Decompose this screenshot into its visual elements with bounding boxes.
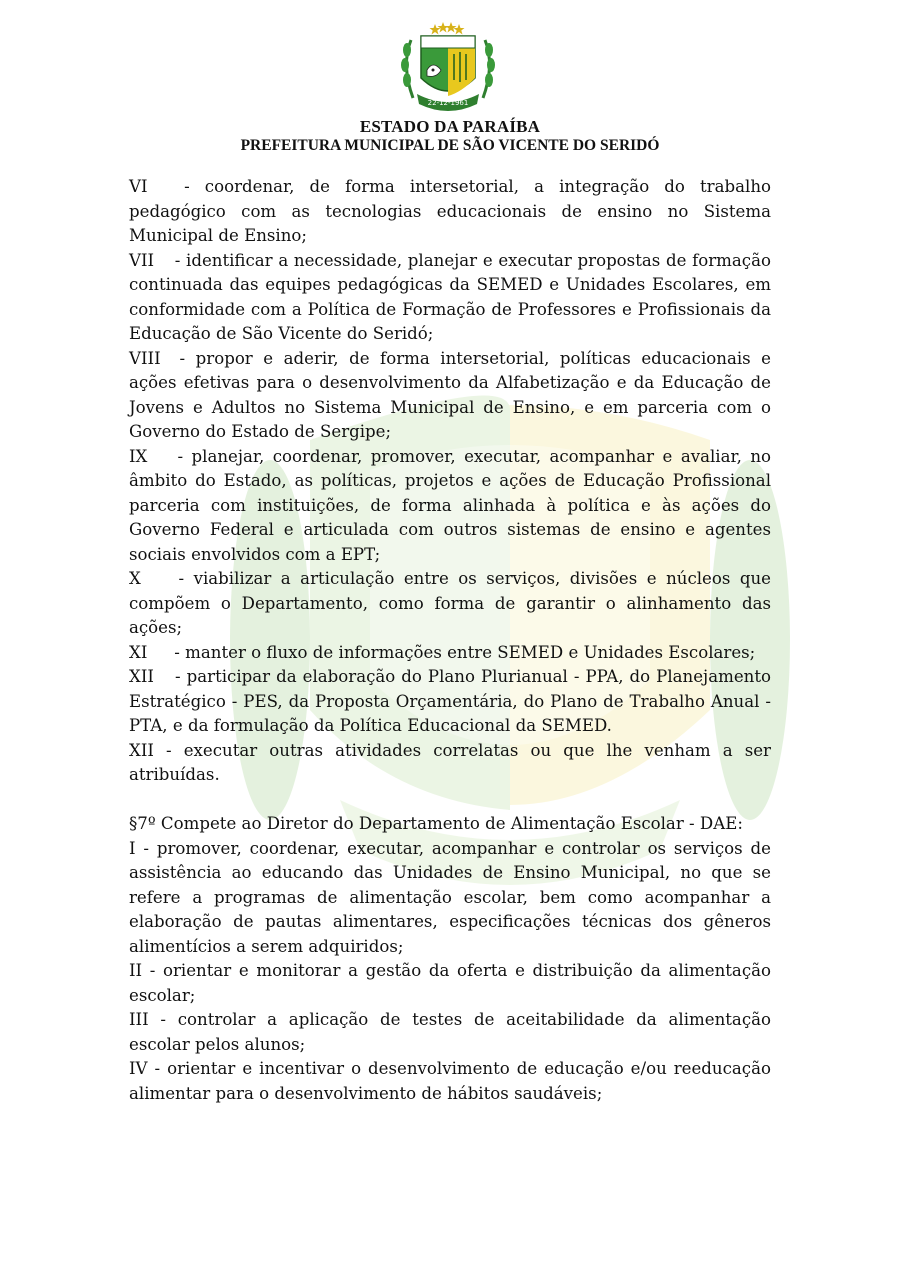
item-number: XI <box>129 642 148 662</box>
item-number: VI <box>129 177 148 196</box>
item-text: - planejar, coordenar, promover, executar, acompanhar e avaliar, no âmbito do Estado, as políticas, projetos e ações de Educação Profissional parceria com instituições, de forma alinhada à política e às ações do Governo Federal e articulada com outros sistemas de ensino e agentes sociais envolvidos com a EPT; <box>129 446 771 564</box>
section-item: I - promover, coordenar, executar, acompanhar e controlar os serviços de assistência ao educando das Unidades de Ensino Municipal, no que se refere a programas de alimentação escolar, bem como acompanhar a elaboração de pautas alimentares, especificações técnicas dos gêneros alimentícios a serem adquiridos; <box>129 838 771 956</box>
article-item <box>129 445 771 568</box>
article-item <box>129 249 771 347</box>
section-heading: §7º Compete ao Diretor do Departamento de Alimentação Escolar - DAE: <box>129 814 743 833</box>
section-item: IV - orientar e incentivar o desenvolvimento de educação e/ou reeducação alimentar para o desenvolvimento de hábitos saudáveis; <box>129 1059 771 1103</box>
item-text: - manter o fluxo de informações entre SEMED e Unidades Escolares; <box>169 642 756 662</box>
item-number: VII <box>129 250 155 270</box>
item-number: XII <box>129 667 154 686</box>
item-text: - executar outras atividades correlatas ou que lhe venham a ser atribuídas. <box>129 740 771 784</box>
city-title: PREFEITURA MUNICIPAL DE SÃO VICENTE DO SERIDÓ <box>240 137 660 154</box>
item-text: - identificar a necessidade, planejar e executar propostas de formação continuada das equipes pedagógicas da SEMED e Unidades Escolares, em conformidade com a Política de Formação de Professores e Profissionais da Educação de São Vicente do Seridó; <box>129 250 771 343</box>
item-number: X <box>129 569 141 588</box>
section-item: II - orientar e monitorar a gestão da oferta e distribuição da alimentação escolar; <box>129 961 771 1005</box>
item-text: - participar da elaboração do Plano Plurianual - PPA, do Planejamento Estratégico - PES, da Proposta Orçamentária, do Plano de Trabalho Anual - PTA, e da formulação da Política Educacional da SEMED. <box>129 667 771 735</box>
article-item <box>129 739 771 788</box>
item-number: XII <box>129 740 154 760</box>
item-text: - coordenar, de forma intersetorial, a integração do trabalho pedagógico com as tecnologias educacionais de ensino no Sistema Municipal de Ensino; <box>129 177 771 245</box>
article-item <box>129 641 771 666</box>
document-body <box>129 175 771 1106</box>
paragraph-spacer <box>129 788 771 813</box>
svg-text:22-12-1961: 22-12-1961 <box>427 99 469 107</box>
item-number: VIII <box>129 348 161 368</box>
article-item <box>129 347 771 445</box>
article-item <box>129 665 771 739</box>
state-title: ESTADO DA PARAÍBA <box>359 117 541 136</box>
municipal-crest-icon <box>397 20 499 112</box>
article-item <box>129 175 771 249</box>
item-text: - viabilizar a articulação entre os serviços, divisões e núcleos que compõem o Departamento, como forma de garantir o alinhamento das ações; <box>129 569 771 637</box>
item-number: IX <box>129 446 148 466</box>
article-item <box>129 567 771 641</box>
section-item: III - controlar a aplicação de testes de aceitabilidade da alimentação escolar pelos alunos; <box>129 1010 771 1054</box>
item-text: - propor e aderir, de forma intersetorial, políticas educacionais e ações efetivas para o desenvolvimento da Alfabetização e da Educação de Jovens e Adultos no Sistema Municipal de Ensino, e em parceria com o Governo do Estado de Sergipe; <box>129 348 771 441</box>
